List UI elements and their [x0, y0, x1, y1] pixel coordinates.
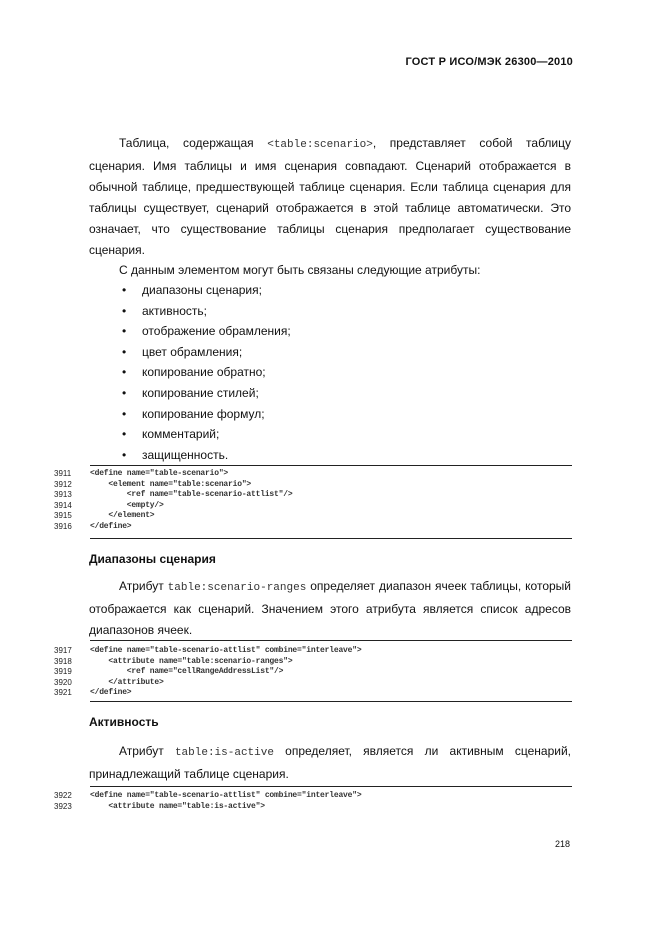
para1-prefix: Таблица, содержащая: [119, 136, 268, 150]
bullet-icon: •: [122, 303, 127, 318]
bullet-icon: •: [122, 324, 127, 339]
section-title-is-active: Активность: [89, 715, 159, 729]
list-item: • копирование обратно;: [89, 362, 571, 383]
bullet-icon: •: [122, 406, 127, 421]
bullet-icon: •: [122, 385, 127, 400]
bullet-icon: •: [122, 283, 127, 297]
list-item: • защищенность.: [89, 445, 571, 466]
list-item: • активность;: [89, 301, 571, 322]
bullet-icon: •: [122, 365, 127, 380]
code-block-3917: 3917 <define name="table-scenario-attlist" combine="interleave"> 3918 <attribute name="table:scenario-ranges"> 3919 <ref name="cellRangeAddressList"/> 3920 </attribute> 3921 </define>: [54, 640, 572, 704]
list-item: • копирование формул;: [89, 404, 571, 425]
attributes-intro: С данным элементом могут быть связаны следующие атрибуты:: [119, 263, 481, 277]
paragraph-scenario-ranges: Атрибут table:scenario-ranges определяет диапазон ячеек таблицы, который отображается как сценарий. Значением этого атрибута является список адресов диапазонов ячеек.: [89, 579, 571, 637]
code-block-3911: 3911 <define name="table-scenario"> 3912 <element name="table:scenario"> 3913 <ref name="table-scenario-attlist"/> 3914 <empty/> 3915 </element> 3916 </define>: [54, 465, 572, 541]
paragraph-scenario-table: [89, 133, 571, 261]
list-item: • комментарий;: [89, 424, 571, 445]
bullet-icon: •: [122, 427, 127, 442]
code-top-rule: [90, 786, 572, 787]
code-top-rule: [90, 465, 572, 466]
section-title-scenario-ranges: Диапазоны сценария: [89, 552, 216, 566]
list-item: • копирование стилей;: [89, 383, 571, 404]
code-block-3922: 3922 <define name="table-scenario-attlist" combine="interleave"> 3923 <attribute name="table:is-active">: [54, 786, 572, 816]
list-item: • диапазоны сценария;: [89, 280, 571, 301]
para1-suffix: , представляет собой таблицу сценария. Имя таблицы и имя сценария совпадают. Сценарий отображается в обычной таблице, предшествующей таблице сценария. Если таблица сценария для таблицы существует, сценарий отображается в этой таблице автоматически. Это означает, что существование таблицы сценария предполагает существование сценария.: [89, 136, 571, 257]
code-inline-scenario-ranges: table:scenario-ranges: [167, 582, 307, 594]
page-number: 218: [555, 839, 571, 849]
code-inline-is-active: table:is-active: [174, 747, 274, 759]
code-inline-table-scenario: <table:scenario>: [267, 139, 373, 151]
attributes-list: [89, 280, 571, 465]
list-item: • отображение обрамления;: [89, 321, 571, 342]
code-bottom-rule: [90, 538, 572, 539]
list-item: • цвет обрамления;: [89, 342, 571, 363]
bullet-icon: •: [122, 344, 127, 359]
code-bottom-rule: [90, 701, 572, 702]
bullet-icon: •: [122, 447, 127, 462]
document-header: ГОСТ Р ИСО/МЭК 26300—2010: [405, 56, 573, 68]
code-top-rule: [90, 640, 572, 641]
paragraph-is-active: Атрибут table:is-active определяет, является ли активным сценарий, принадлежащий таблице сценария.: [89, 744, 571, 781]
